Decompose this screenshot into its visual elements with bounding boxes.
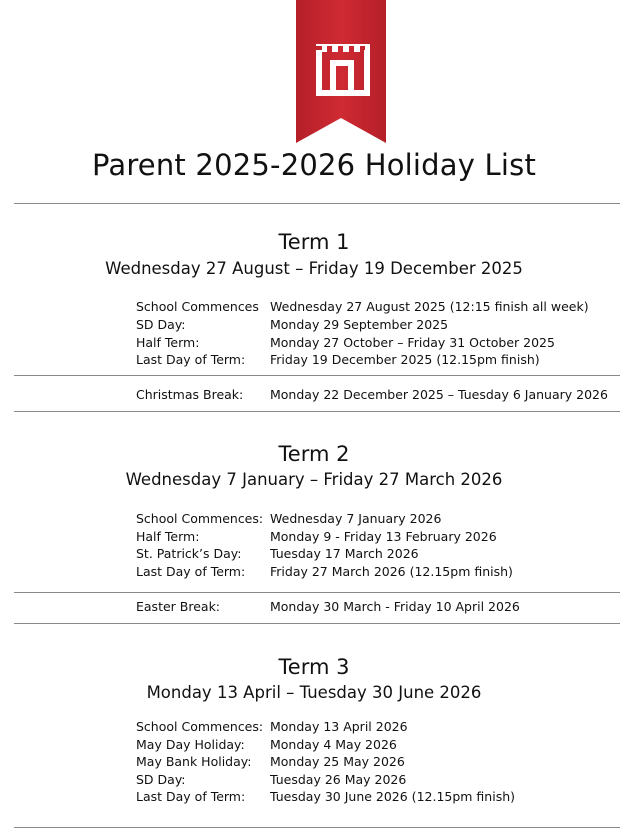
row-label: Half Term: (136, 335, 200, 350)
row-label: SD Day: (136, 772, 186, 787)
break-value: Monday 30 March - Friday 10 April 2026 (270, 599, 520, 614)
row-value: Monday 4 May 2026 (270, 737, 397, 752)
row-value: Friday 27 March 2026 (12.15pm finish) (270, 564, 513, 579)
row-label: St. Patrick’s Day: (136, 546, 242, 561)
row-label: Last Day of Term: (136, 564, 246, 579)
break-label: Easter Break: (136, 599, 221, 614)
row-value: Monday 25 May 2026 (270, 754, 405, 769)
row-label: SD Day: (136, 317, 186, 332)
row-value: Monday 27 October – Friday 31 October 2025 (270, 335, 555, 350)
term-title: Term 3 (278, 655, 350, 679)
row-value: Wednesday 7 January 2026 (270, 511, 442, 526)
row-label: Half Term: (136, 529, 200, 544)
row-value: Friday 19 December 2025 (12.15pm finish) (270, 352, 540, 367)
divider (14, 827, 620, 828)
term-date-range: Wednesday 7 January – Friday 27 March 2026 (125, 470, 503, 489)
divider (14, 411, 620, 412)
row-value: Monday 13 April 2026 (270, 719, 408, 734)
page-title: Parent 2025-2026 Holiday List (91, 148, 537, 182)
term-date-range: Wednesday 27 August – Friday 19 December 2025 (105, 259, 523, 278)
row-label: School Commences: (136, 511, 264, 526)
row-label: Last Day of Term: (136, 352, 246, 367)
row-label: School Commences: (136, 719, 264, 734)
row-value: Tuesday 26 May 2026 (270, 772, 407, 787)
term-date-range: Monday 13 April – Tuesday 30 June 2026 (146, 683, 482, 702)
divider (14, 375, 620, 376)
row-label: May Bank Holiday: (136, 754, 252, 769)
break-value: Monday 22 December 2025 – Tuesday 6 January 2026 (270, 387, 608, 402)
row-value: Monday 29 September 2025 (270, 317, 449, 332)
divider (14, 623, 620, 624)
divider (14, 592, 620, 593)
divider (14, 203, 620, 204)
row-value: Monday 9 - Friday 13 February 2026 (270, 529, 497, 544)
row-label: School Commences (136, 299, 259, 314)
row-value: Tuesday 17 March 2026 (270, 546, 419, 561)
row-label: May Day Holiday: (136, 737, 245, 752)
row-value: Wednesday 27 August 2025 (12:15 finish all week) (270, 299, 589, 314)
row-value: Tuesday 30 June 2026 (12.15pm finish) (270, 789, 516, 804)
break-label: Christmas Break: (136, 387, 244, 402)
ribbon-banner (296, 0, 386, 143)
term-title: Term 2 (278, 442, 350, 466)
row-label: Last Day of Term: (136, 789, 246, 804)
term-title: Term 1 (278, 230, 350, 254)
